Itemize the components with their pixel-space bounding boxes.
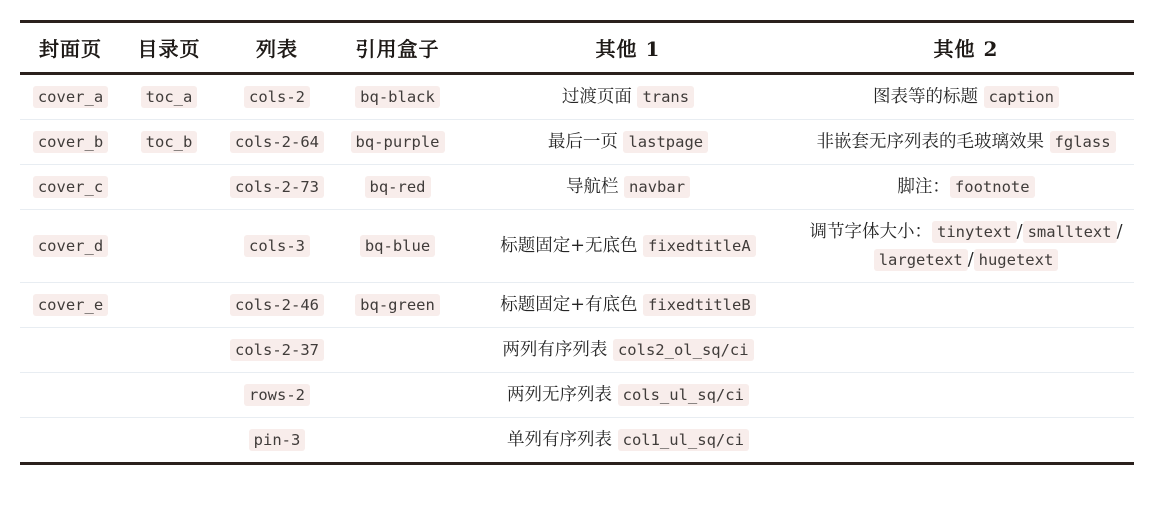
table-cell <box>217 74 337 120</box>
table-cell <box>337 418 458 464</box>
table-cell <box>121 373 217 418</box>
cell-text: 两列无序列表 <box>507 385 618 405</box>
table-row <box>20 120 1134 165</box>
table-cell <box>337 165 458 210</box>
code-tag: toc_a <box>141 86 198 108</box>
cell-text: 过渡页面 <box>561 87 638 107</box>
table-cell <box>20 210 121 283</box>
cell-text: 调节字体大小： <box>809 222 933 242</box>
table-row <box>20 328 1134 373</box>
table-cell <box>20 418 121 464</box>
code-tag: fglass <box>1050 131 1116 153</box>
table-row <box>20 373 1134 418</box>
column-header: 封面页 <box>20 22 121 74</box>
cell-text: / <box>1016 222 1023 242</box>
code-tag: cover_b <box>33 131 108 153</box>
table-cell <box>798 283 1134 328</box>
table-cell <box>458 283 798 328</box>
code-tag: bq-blue <box>360 235 435 257</box>
table-cell <box>798 373 1134 418</box>
code-tag: cols-2 <box>244 86 310 108</box>
column-header: 目录页 <box>121 22 217 74</box>
code-tag: cover_d <box>33 235 108 257</box>
table-cell <box>798 74 1134 120</box>
table-cell <box>20 74 121 120</box>
code-tag: cover_a <box>33 86 108 108</box>
cell-text: 两列有序列表 <box>502 340 613 360</box>
code-tag: hugetext <box>974 249 1059 271</box>
code-tag: smalltext <box>1023 221 1117 243</box>
cell-text: 脚注： <box>897 177 950 197</box>
column-header: 列表 <box>217 22 337 74</box>
code-tag: cols-2-46 <box>230 294 324 316</box>
table-header <box>20 22 1134 74</box>
code-tag: pin-3 <box>249 429 306 451</box>
table-cell <box>798 120 1134 165</box>
table-cell <box>217 283 337 328</box>
table-cell <box>458 328 798 373</box>
table-row <box>20 210 1134 283</box>
code-tag: cols-3 <box>244 235 310 257</box>
code-tag: cols_ul_sq/ci <box>618 384 749 406</box>
table-cell <box>121 283 217 328</box>
code-tag: bq-green <box>355 294 440 316</box>
document-page <box>0 20 1154 505</box>
code-tag: tinytext <box>932 221 1017 243</box>
code-tag: bq-purple <box>351 131 445 153</box>
table-cell <box>458 418 798 464</box>
table-cell <box>20 283 121 328</box>
code-tag: bq-black <box>355 86 440 108</box>
table-cell <box>20 328 121 373</box>
table-cell <box>798 165 1134 210</box>
feature-table <box>20 20 1134 465</box>
cell-text: / <box>1116 222 1123 242</box>
table-cell <box>217 165 337 210</box>
code-tag: fixedtitleB <box>643 294 756 316</box>
table-cell <box>458 210 798 283</box>
code-tag: bq-red <box>365 176 431 198</box>
code-tag: lastpage <box>623 131 708 153</box>
column-header: 其他 2 <box>798 22 1134 74</box>
table-cell <box>217 373 337 418</box>
code-tag: rows-2 <box>244 384 310 406</box>
table-cell <box>121 210 217 283</box>
cell-text: 图表等的标题 <box>873 87 984 107</box>
table-cell <box>458 165 798 210</box>
code-tag: col1_ul_sq/ci <box>618 429 749 451</box>
code-tag: largetext <box>874 249 968 271</box>
table-cell <box>337 373 458 418</box>
table-cell <box>20 373 121 418</box>
code-tag: cols-2-64 <box>230 131 324 153</box>
code-tag: cover_e <box>33 294 108 316</box>
cell-text: 导航栏 <box>565 177 625 197</box>
table-cell <box>798 418 1134 464</box>
table-cell <box>20 165 121 210</box>
table-cell <box>798 328 1134 373</box>
cell-text: 标题固定+无底色 <box>500 236 644 256</box>
code-tag: cols-2-73 <box>230 176 324 198</box>
code-tag: footnote <box>950 176 1035 198</box>
table-cell <box>121 418 217 464</box>
table-cell <box>337 74 458 120</box>
table-row <box>20 74 1134 120</box>
cell-text: 标题固定+有底色 <box>500 295 644 315</box>
table-cell <box>337 210 458 283</box>
table-row <box>20 418 1134 464</box>
code-tag: caption <box>984 86 1059 108</box>
cell-text: 最后一页 <box>547 132 624 152</box>
column-header: 引用盒子 <box>337 22 458 74</box>
table-cell <box>217 418 337 464</box>
code-tag: trans <box>637 86 694 108</box>
table-cell <box>121 74 217 120</box>
table-cell <box>20 120 121 165</box>
header-row <box>20 22 1134 74</box>
code-tag: toc_b <box>141 131 198 153</box>
table-cell <box>458 120 798 165</box>
cell-text: 非嵌套无序列表的毛玻璃效果 <box>816 132 1050 152</box>
table-cell <box>337 328 458 373</box>
column-header: 其他 1 <box>458 22 798 74</box>
table-cell <box>121 120 217 165</box>
table-cell <box>337 120 458 165</box>
code-tag: navbar <box>624 176 690 198</box>
cell-text: / <box>967 250 974 270</box>
table-cell <box>121 328 217 373</box>
code-tag: cols2_ol_sq/ci <box>613 339 754 361</box>
cell-text: 单列有序列表 <box>507 430 618 450</box>
table-cell <box>217 120 337 165</box>
table-cell <box>121 165 217 210</box>
code-tag: fixedtitleA <box>643 235 756 257</box>
table-cell <box>337 283 458 328</box>
code-tag: cover_c <box>33 176 108 198</box>
code-tag: cols-2-37 <box>230 339 324 361</box>
table-cell <box>217 328 337 373</box>
table-row <box>20 283 1134 328</box>
table-body <box>20 74 1134 464</box>
table-cell <box>458 74 798 120</box>
table-cell <box>217 210 337 283</box>
table-row <box>20 165 1134 210</box>
table-cell <box>458 373 798 418</box>
table-cell <box>798 210 1134 283</box>
